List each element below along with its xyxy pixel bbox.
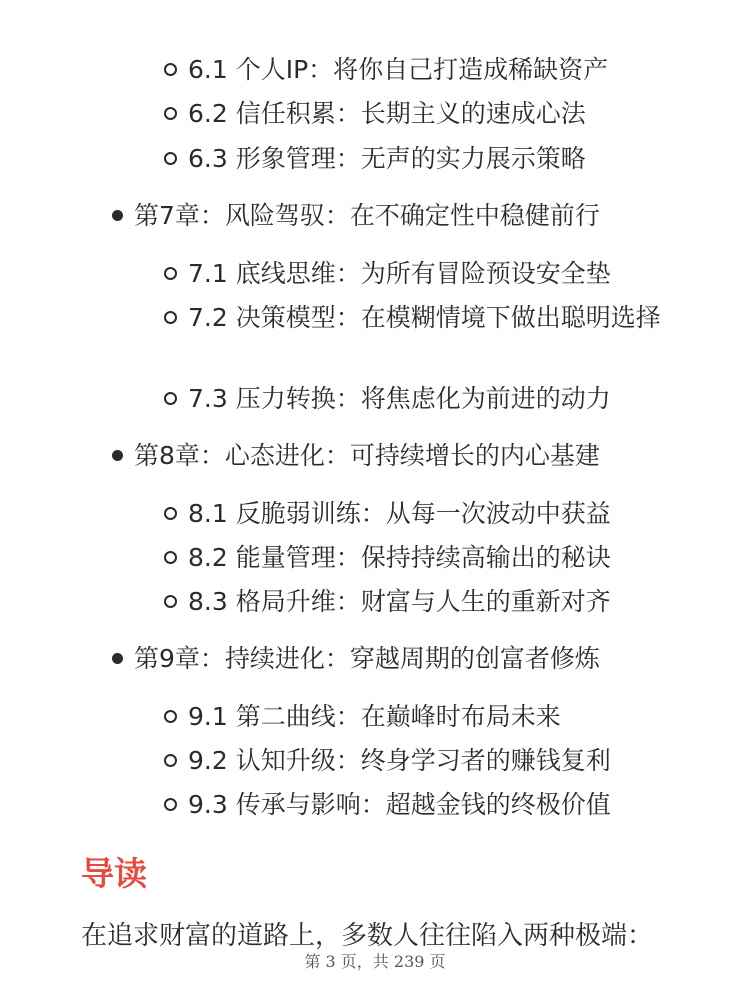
section-heading: 导读 [81, 854, 147, 893]
toc-chapter-7[interactable]: 第7章：风险驾驭：在不确定性中稳健前行 [112, 196, 712, 236]
filled-bullet-icon [112, 210, 123, 221]
toc-subitem-7-3[interactable]: 7.3 压力转换：将焦虑化为前进的动力 [164, 379, 684, 419]
toc-subitem-8-3[interactable]: 8.3 格局升维：财富与人生的重新对齐 [164, 582, 684, 622]
toc-subitem-7-2[interactable]: 7.2 决策模型：在模糊情境下做出聪明选择 [164, 298, 684, 338]
hollow-bullet-icon [164, 392, 177, 405]
intro-paragraph: 在追求财富的道路上，多数人往往陷入两种极端： [81, 921, 654, 951]
hollow-bullet-icon [164, 754, 177, 767]
hollow-bullet-icon [164, 107, 177, 120]
toc-subitem-7-1[interactable]: 7.1 底线思维：为所有冒险预设安全垫 [164, 254, 684, 294]
toc-subitem-6-3[interactable]: 6.3 形象管理：无声的实力展示策略 [164, 139, 684, 179]
toc-subitem-9-2[interactable]: 9.2 认知升级：终身学习者的赚钱复利 [164, 741, 684, 781]
hollow-bullet-icon [164, 710, 177, 723]
toc-subitem-9-1[interactable]: 9.1 第二曲线：在巅峰时布局未来 [164, 697, 684, 737]
toc-subitem-6-2[interactable]: 6.2 信任积累：长期主义的速成心法 [164, 94, 684, 134]
hollow-bullet-icon [164, 798, 177, 811]
hollow-bullet-icon [164, 507, 177, 520]
toc-subitem-8-2[interactable]: 8.2 能量管理：保持持续高输出的秘诀 [164, 538, 684, 578]
toc-subitem-9-3[interactable]: 9.3 传承与影响：超越金钱的终极价值 [164, 785, 684, 825]
toc-chapter-9[interactable]: 第9章：持续进化：穿越周期的创富者修炼 [112, 639, 712, 679]
toc-chapter-8[interactable]: 第8章：心态进化：可持续增长的内心基建 [112, 436, 712, 476]
hollow-bullet-icon [164, 267, 177, 280]
toc-subitem-6-1[interactable]: 6.1 个人IP：将你自己打造成稀缺资产 [164, 50, 684, 90]
hollow-bullet-icon [164, 152, 177, 165]
page-indicator: 第 3 页，共 239 页 [304, 952, 446, 971]
filled-bullet-icon [112, 653, 123, 664]
hollow-bullet-icon [164, 311, 177, 324]
filled-bullet-icon [112, 450, 123, 461]
toc-subitem-8-1[interactable]: 8.1 反脆弱训练：从每一次波动中获益 [164, 494, 684, 534]
hollow-bullet-icon [164, 63, 177, 76]
hollow-bullet-icon [164, 595, 177, 608]
hollow-bullet-icon [164, 551, 177, 564]
